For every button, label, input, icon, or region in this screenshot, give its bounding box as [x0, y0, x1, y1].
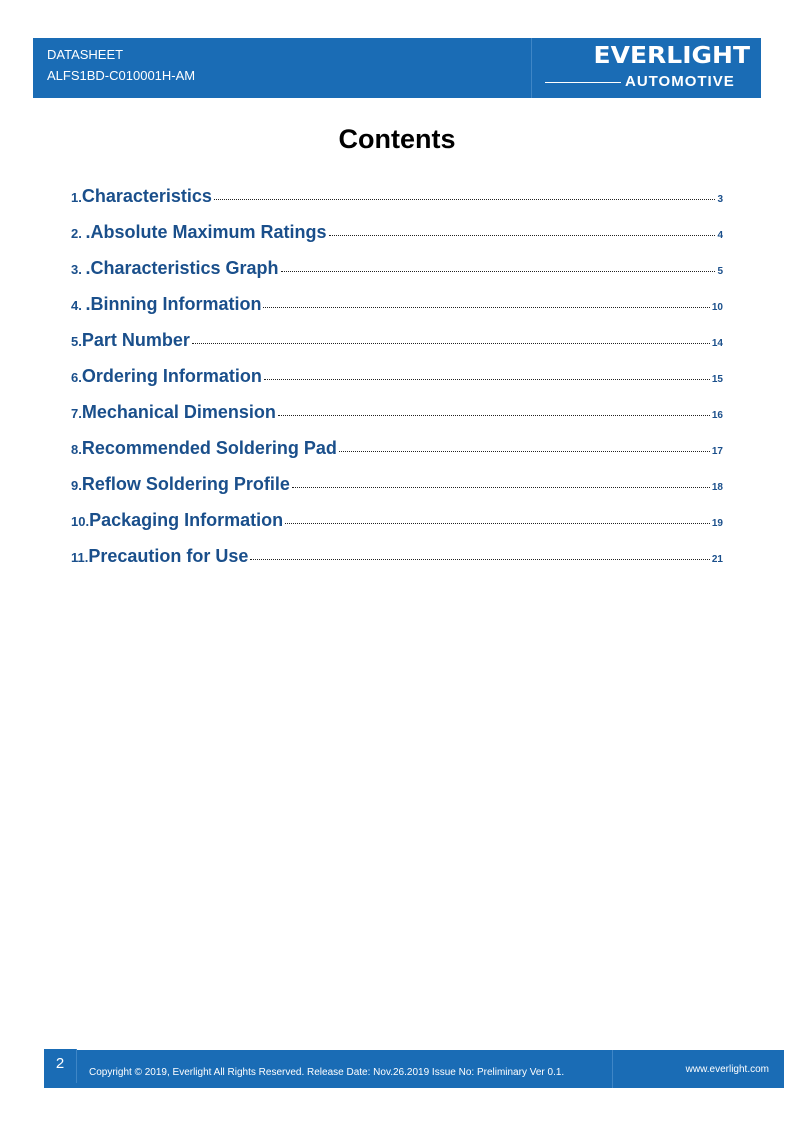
- toc-entry-page: 21: [711, 554, 723, 565]
- footer-divider: [612, 1050, 613, 1088]
- toc-entry-page: 19: [711, 518, 723, 529]
- toc-entry-label: Recommended Soldering Pad: [81, 438, 337, 458]
- toc-entry-page: 4: [717, 230, 723, 241]
- toc-entry-label: Reflow Soldering Profile: [81, 474, 290, 494]
- header-info: [47, 44, 195, 86]
- toc-entry[interactable]: [71, 546, 723, 582]
- toc-entry-page: 15: [711, 374, 723, 385]
- toc-entry[interactable]: [71, 186, 723, 222]
- toc-entry-number: 11.: [71, 550, 89, 565]
- toc-dot-leader: [263, 307, 709, 308]
- toc-entry-number: 6.: [71, 370, 82, 385]
- toc-entry-page: 16: [711, 410, 723, 421]
- toc-dot-leader: [264, 379, 710, 380]
- toc-entry-number: 3.: [71, 262, 86, 277]
- everlight-logo: [545, 42, 750, 92]
- toc-entry[interactable]: [71, 330, 723, 366]
- toc-entry[interactable]: [71, 438, 723, 474]
- part-number: ALFS1BD-C010001H-AM: [47, 68, 196, 83]
- toc-entry-label: .Absolute Maximum Ratings: [85, 222, 327, 242]
- toc-dot-leader: [339, 451, 710, 452]
- toc-entry[interactable]: [71, 294, 723, 330]
- toc-entry[interactable]: [71, 222, 723, 258]
- toc-entry-page: 3: [717, 194, 723, 205]
- toc-entry[interactable]: [71, 402, 723, 438]
- toc-entry-label: Precaution for Use: [88, 546, 249, 566]
- toc-dot-leader: [329, 235, 716, 236]
- toc-entry-number: 10.: [71, 514, 90, 529]
- website-link[interactable]: www.everlight.com: [685, 1064, 769, 1075]
- logo-rule: [545, 82, 621, 83]
- toc-entry-label: Part Number: [81, 330, 190, 350]
- toc-entry-number: 2.: [71, 226, 86, 241]
- toc-dot-leader: [281, 271, 716, 272]
- toc-entry-page: 10: [711, 302, 723, 313]
- toc-entry[interactable]: [71, 258, 723, 294]
- page-title: Contents: [338, 124, 456, 154]
- page-header: [33, 38, 761, 98]
- toc-entry-page: 14: [711, 338, 723, 349]
- logo-main-text: EVERLIGHT: [593, 42, 750, 69]
- toc-entry-label: Ordering Information: [81, 366, 262, 386]
- header-divider: [531, 38, 532, 98]
- toc-dot-leader: [292, 487, 710, 488]
- toc-dot-leader: [278, 415, 710, 416]
- logo-sub-text: AUTOMOTIVE: [625, 73, 735, 90]
- toc-entry-label: .Characteristics Graph: [85, 258, 279, 278]
- toc-entry-number: 4.: [71, 298, 86, 313]
- doc-type: DATASHEET: [47, 47, 124, 62]
- toc-dot-leader: [192, 343, 710, 344]
- toc-entry[interactable]: [71, 510, 723, 546]
- toc-entry-number: 7.: [71, 406, 82, 421]
- toc-dot-leader: [250, 559, 709, 560]
- table-of-contents: [71, 186, 723, 582]
- toc-entry-number: 1.: [71, 190, 82, 205]
- toc-dot-leader: [214, 199, 716, 200]
- toc-entry-number: 9.: [71, 478, 82, 493]
- toc-entry-label: Packaging Information: [89, 510, 284, 530]
- toc-entry-page: 18: [711, 482, 723, 493]
- toc-entry-label: .Binning Information: [85, 294, 262, 314]
- toc-entry-label: Characteristics: [81, 186, 212, 206]
- page-footer: [44, 1050, 784, 1088]
- page-number: 2: [44, 1049, 77, 1083]
- toc-entry[interactable]: [71, 474, 723, 510]
- copyright-text: Copyright © 2019, Everlight All Rights Reserved. Release Date: Nov.26.2019 Issue No: Preliminary Ver 0.1.: [89, 1067, 565, 1078]
- toc-dot-leader: [285, 523, 710, 524]
- toc-entry-number: 5.: [71, 334, 82, 349]
- toc-entry-label: Mechanical Dimension: [81, 402, 276, 422]
- toc-entry-page: 17: [711, 446, 723, 457]
- toc-entry-number: 8.: [71, 442, 82, 457]
- toc-entry-page: 5: [717, 266, 723, 277]
- toc-entry[interactable]: [71, 366, 723, 402]
